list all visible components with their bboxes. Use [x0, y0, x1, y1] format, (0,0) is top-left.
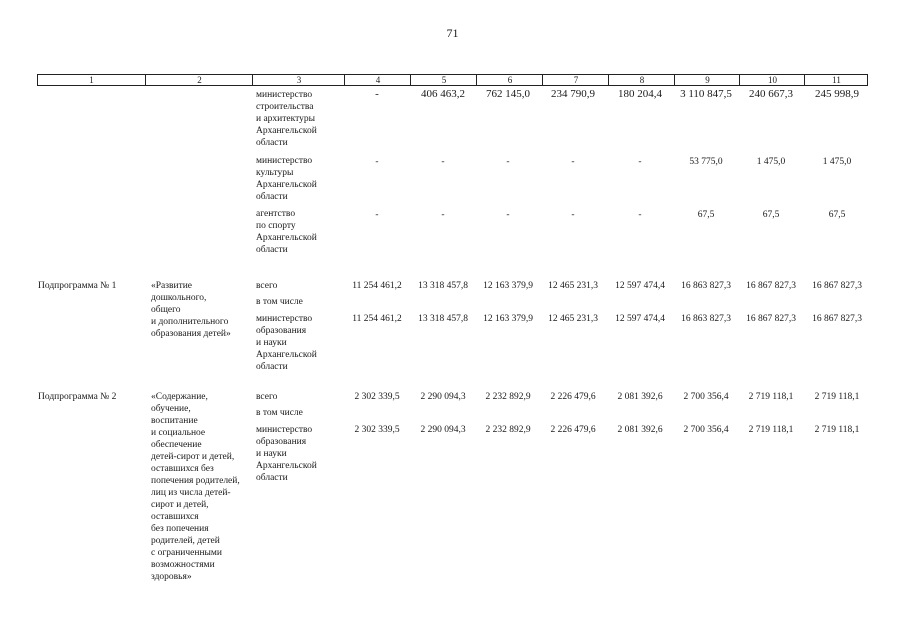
executor-line: области	[256, 138, 288, 148]
value-cell: -	[375, 88, 379, 100]
executor-value-cell: 2 302 339,5	[354, 425, 400, 435]
header-cell-11: 11	[804, 75, 868, 85]
value-cell: 762 145,0	[486, 88, 530, 100]
executor-value-cell: 11 254 461,2	[352, 314, 402, 324]
header-cell-4: 4	[344, 75, 411, 85]
value-cell: 245 998,9	[815, 88, 859, 100]
table-header-row	[37, 74, 868, 86]
executor-value-cell: 2 719 118,1	[814, 425, 860, 435]
value-cell: 234 790,9	[551, 88, 595, 100]
header-cell-6: 6	[476, 75, 543, 85]
total-value-cell: 2 081 392,6	[617, 392, 663, 402]
executor-line: строительства	[256, 102, 314, 112]
header-cell-8: 8	[608, 75, 675, 85]
subprogram-name-line: обеспечение	[151, 440, 202, 450]
value-cell: -	[375, 210, 379, 220]
executor-line: и науки	[256, 338, 287, 348]
subprogram-name-line: «Содержание,	[151, 392, 208, 402]
subprogram-name-line: дошкольного,	[151, 293, 207, 303]
total-value-cell: 13 318 457,8	[418, 281, 468, 291]
value-cell: -	[441, 210, 445, 220]
executor-line: по спорту	[256, 221, 296, 231]
header-cell-10: 10	[739, 75, 805, 85]
executor-value-cell: 2 226 479,6	[550, 425, 596, 435]
total-value-cell: 16 867 827,3	[746, 281, 796, 291]
value-cell: -	[638, 157, 642, 167]
executor-line: образования	[256, 437, 307, 447]
subprogram-name-line: сирот и детей,	[151, 500, 209, 510]
executor-value-cell: 2 290 094,3	[420, 425, 466, 435]
header-cell-5: 5	[410, 75, 477, 85]
including-label: в том числе	[256, 408, 303, 418]
header-cell-3: 3	[252, 75, 345, 85]
subprogram-name-line: воспитание	[151, 416, 198, 426]
subprogram-name-line: попечения родителей,	[151, 476, 240, 486]
executor-line: образования	[256, 326, 307, 336]
value-cell: 67,5	[828, 210, 846, 220]
value-cell: 180 204,4	[618, 88, 662, 100]
executor-line: культуры	[256, 168, 294, 178]
executor-line: области	[256, 362, 288, 372]
value-cell: 406 463,2	[421, 88, 465, 100]
total-value-cell: 2 290 094,3	[420, 392, 466, 402]
total-value-cell: 11 254 461,2	[352, 281, 402, 291]
executor-value-cell: 2 081 392,6	[617, 425, 663, 435]
executor-line: Архангельской	[256, 180, 317, 190]
value-cell: 67,5	[762, 210, 780, 220]
value-cell: -	[571, 157, 575, 167]
subprogram-name-line: обучение,	[151, 404, 191, 414]
executor-value-cell: 2 232 892,9	[485, 425, 531, 435]
total-value-cell: 12 597 474,4	[615, 281, 665, 291]
executor-value-cell: 12 597 474,4	[615, 314, 665, 324]
executor-line: министерство	[256, 425, 313, 435]
total-value-cell: 2 232 892,9	[485, 392, 531, 402]
value-cell: 1 475,0	[822, 157, 852, 167]
executor-line: и архитектуры	[256, 114, 316, 124]
subprogram-name-line: с ограниченными	[151, 548, 223, 558]
executor-line: агентство	[256, 209, 296, 219]
executor-line: Архангельской	[256, 461, 317, 471]
value-cell: 67,5	[697, 210, 715, 220]
subprogram-status: Подпрограмма № 2	[38, 392, 117, 402]
executor-line: министерство	[256, 156, 313, 166]
value-cell: -	[506, 157, 510, 167]
value-cell: 1 475,0	[756, 157, 786, 167]
subprogram-name-line: лиц из числа детей-	[151, 488, 231, 498]
executor-value-cell: 12 465 231,3	[548, 314, 598, 324]
executor-line: Архангельской	[256, 350, 317, 360]
subprogram-name-line: здоровья»	[151, 572, 192, 582]
including-label: в том числе	[256, 297, 303, 307]
value-cell: -	[506, 210, 510, 220]
subprogram-name-line: «Развитие	[151, 281, 193, 291]
subprogram-name-line: родителей, детей	[151, 536, 220, 546]
total-value-cell: 12 465 231,3	[548, 281, 598, 291]
value-cell: 53 775,0	[689, 157, 723, 167]
header-cell-9: 9	[674, 75, 740, 85]
executor-line: области	[256, 192, 288, 202]
value-cell: -	[638, 210, 642, 220]
executor-line: министерство	[256, 90, 313, 100]
value-cell: -	[375, 157, 379, 167]
header-cell-1: 1	[89, 75, 94, 85]
subprogram-name-line: и дополнительного	[151, 317, 229, 327]
subprogram-name-line: общего	[151, 305, 181, 315]
subprogram-name-line: образования детей»	[151, 329, 231, 339]
total-value-cell: 16 863 827,3	[681, 281, 731, 291]
subprogram-status: Подпрограмма № 1	[38, 281, 117, 291]
executor-value-cell: 2 700 356,4	[683, 425, 729, 435]
header-cell-2: 2	[145, 75, 253, 85]
executor-value-cell: 16 867 827,3	[746, 314, 796, 324]
executor-value-cell: 12 163 379,9	[483, 314, 533, 324]
subprogram-name-line: возможностями	[151, 560, 215, 570]
subprogram-name-line: детей-сирот и детей,	[151, 452, 235, 462]
total-value-cell: 2 226 479,6	[550, 392, 596, 402]
total-value-cell: 16 867 827,3	[812, 281, 862, 291]
value-cell: 3 110 847,5	[680, 88, 732, 100]
executor-value-cell: 16 867 827,3	[812, 314, 862, 324]
page-number: 71	[446, 26, 459, 40]
subprogram-name-line: без попечения	[151, 524, 209, 534]
executor-value-cell: 2 719 118,1	[748, 425, 794, 435]
header-cell-7: 7	[542, 75, 609, 85]
value-cell: -	[441, 157, 445, 167]
executor-line: и науки	[256, 449, 287, 459]
executor-line: министерство	[256, 314, 313, 324]
subprogram-name-line: и социальное	[151, 428, 206, 438]
executor-line: области	[256, 245, 288, 255]
executor-line: Архангельской	[256, 126, 317, 136]
value-cell: -	[571, 210, 575, 220]
total-label: всего	[256, 281, 278, 291]
executor-line: области	[256, 473, 288, 483]
executor-value-cell: 16 863 827,3	[681, 314, 731, 324]
total-value-cell: 12 163 379,9	[483, 281, 533, 291]
total-label: всего	[256, 392, 278, 402]
total-value-cell: 2 700 356,4	[683, 392, 729, 402]
executor-value-cell: 13 318 457,8	[418, 314, 468, 324]
total-value-cell: 2 302 339,5	[354, 392, 400, 402]
total-value-cell: 2 719 118,1	[748, 392, 794, 402]
subprogram-name-line: оставшихся без	[151, 464, 214, 474]
executor-line: Архангельской	[256, 233, 317, 243]
value-cell: 240 667,3	[749, 88, 793, 100]
total-value-cell: 2 719 118,1	[814, 392, 860, 402]
subprogram-name-line: оставшихся	[151, 512, 199, 522]
